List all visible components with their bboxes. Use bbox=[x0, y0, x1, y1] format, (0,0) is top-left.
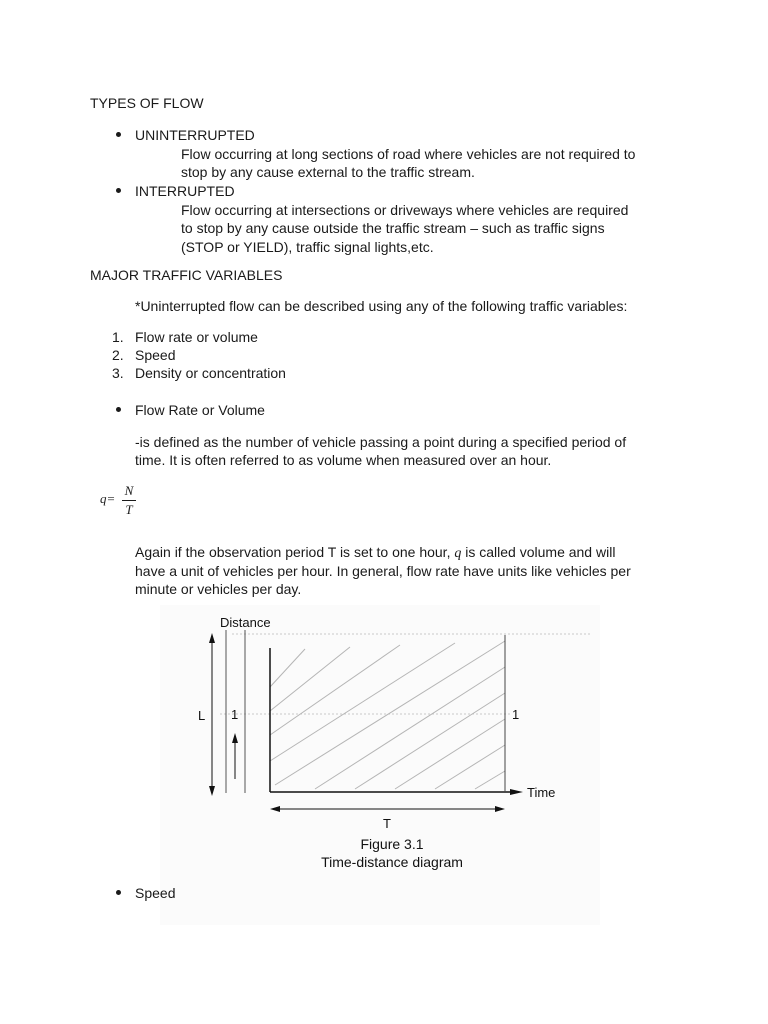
item-desc-line: stop by any cause external to the traffic stream. bbox=[181, 164, 475, 180]
list-item: Density or concentration bbox=[135, 365, 286, 381]
bullet-icon bbox=[116, 188, 121, 193]
list-number: 3. bbox=[112, 365, 124, 381]
list-item: Flow rate or volume bbox=[135, 329, 258, 345]
figure-caption-number: Figure 3.1 bbox=[360, 836, 424, 852]
list-number: 1. bbox=[112, 329, 124, 345]
item-desc-line: (STOP or YIELD), traffic signal lights,etc. bbox=[181, 239, 434, 255]
bullet-icon bbox=[116, 890, 121, 895]
section-heading-major-traffic-variables: MAJOR TRAFFIC VARIABLES bbox=[90, 267, 283, 283]
bullet-icon bbox=[116, 132, 121, 137]
x-axis-label: Time bbox=[527, 785, 556, 800]
item-title-uninterrupted: UNINTERRUPTED bbox=[135, 127, 255, 143]
definition-line: -is defined as the number of vehicle passing a point during a specified period of bbox=[135, 434, 627, 450]
paragraph-line bbox=[135, 543, 615, 563]
formula-lhs: q= bbox=[100, 491, 116, 506]
y-axis-label: Distance bbox=[220, 615, 271, 630]
formula-numerator: N bbox=[124, 483, 134, 498]
length-label: L bbox=[198, 708, 206, 723]
figure-caption-title: Time-distance diagram bbox=[321, 854, 463, 870]
bullet-speed: Speed bbox=[135, 885, 176, 901]
diagram-svg bbox=[160, 605, 600, 925]
time-distance-diagram bbox=[160, 605, 600, 925]
item-desc-line: Flow occurring at intersections or driveways where vehicles are required bbox=[181, 202, 629, 218]
right-marker-label: 1 bbox=[512, 707, 520, 722]
paragraph-text: is called volume and will bbox=[461, 544, 616, 560]
item-desc-line: Flow occurring at long sections of road where vehicles are not required to bbox=[181, 146, 636, 162]
item-desc-line: to stop by any cause outside the traffic stream – such as traffic signs bbox=[181, 220, 605, 236]
bullet-icon bbox=[116, 407, 121, 412]
section-heading-types-of-flow: TYPES OF FLOW bbox=[90, 95, 204, 111]
left-marker-label: 1 bbox=[231, 707, 239, 722]
paragraph-line: minute or vehicles per day. bbox=[135, 581, 302, 597]
paragraph-line: have a unit of vehicles per hour. In general, flow rate have units like vehicles per bbox=[135, 563, 631, 579]
list-number: 2. bbox=[112, 347, 124, 363]
fraction-bar bbox=[122, 500, 136, 501]
list-item: Speed bbox=[135, 347, 176, 363]
paragraph-text: Again if the observation period T is set to one hour, bbox=[135, 544, 455, 560]
formula-denominator: T bbox=[125, 502, 133, 517]
intro-text: *Uninterrupted flow can be described using any of the following traffic variables: bbox=[135, 298, 628, 314]
variable-q: q bbox=[454, 546, 462, 561]
bullet-flow-rate: Flow Rate or Volume bbox=[135, 402, 265, 418]
period-label: T bbox=[383, 816, 391, 831]
item-title-interrupted: INTERRUPTED bbox=[135, 183, 235, 199]
definition-line: time. It is often referred to as volume when measured over an hour. bbox=[135, 452, 552, 468]
